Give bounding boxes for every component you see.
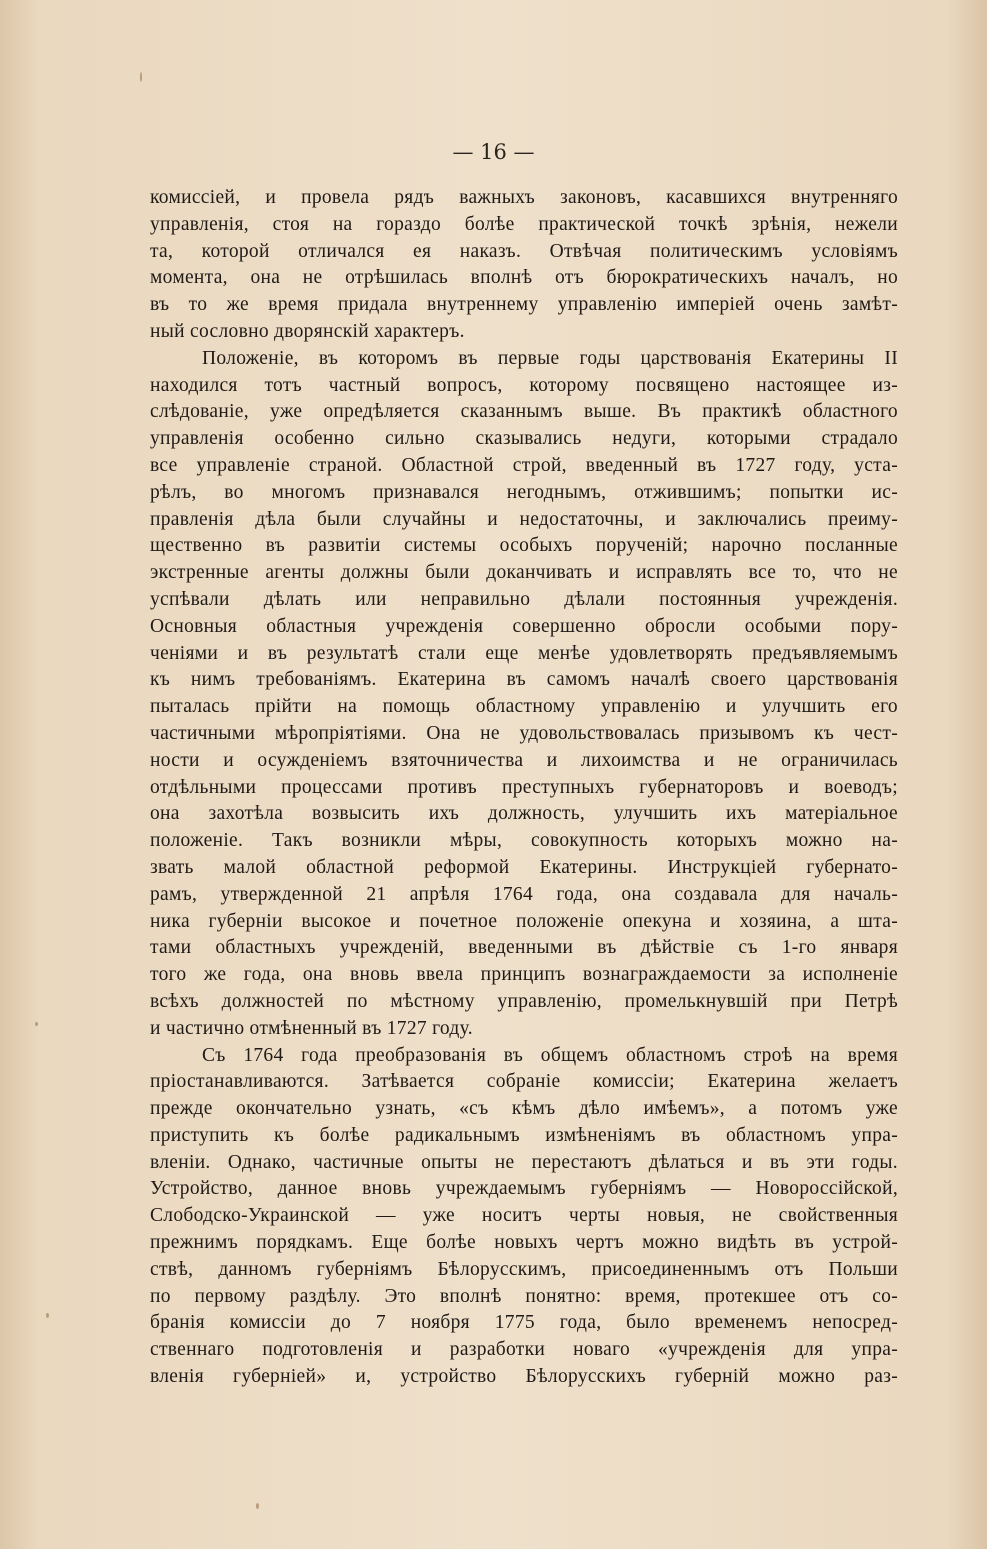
text-line: Съ 1764 года преобразованія въ общемъ областномъ строѣ на время [202, 1044, 898, 1066]
text-line: рамъ, утвержденной 21 апрѣля 1764 года, она создавала для началь- [150, 883, 898, 905]
text-line: къ нимъ требованіямъ. Екатерина въ самомъ началѣ своего царствованія [150, 669, 898, 691]
text-line: Основныя областныя учрежденія совершенно обросли особыми пору- [150, 615, 898, 637]
paper-speck [140, 72, 142, 82]
text-line: въ то же время придала внутреннему управленію имперіей очень замѣт- [150, 294, 898, 316]
text-line: щественно въ развитіи системы особыхъ порученій; нарочно посланные [150, 535, 898, 557]
text-line: находился тотъ частный вопросъ, которому посвящено настоящее из- [150, 374, 898, 396]
text-line: ника губерніи высокое и почетное положеніе опекуна и хозяина, а шта- [150, 910, 898, 932]
text-line: та, которой отличался ея наказъ. Отвѣчая политическимъ условіямъ [150, 240, 898, 262]
text-line: прежнимъ порядкамъ. Еще болѣе новыхъ чертъ можно видѣть въ устрой- [150, 1232, 898, 1254]
paragraph [150, 185, 898, 346]
text-line: прежде окончательно узнать, «съ кѣмъ дѣло имѣемъ», а потомъ уже [150, 1098, 898, 1120]
text-line: тами областныхъ учрежденій, введенными въ дѣйствіе съ 1-го января [150, 937, 898, 959]
text-line: слѣдованіе, уже опредѣляется сказаннымъ выше. Въ практикѣ областного [150, 401, 898, 423]
text-line: Положеніе, въ которомъ въ первые годы царствованія Екатерины II [202, 347, 898, 369]
text-line: рѣлъ, во многомъ признавался негоднымъ, отжившимъ; попытки ис- [150, 481, 898, 503]
text-line: вленіи. Однако, частичные опыты не перестаютъ дѣлаться и въ эти годы. [150, 1151, 898, 1173]
text-line: частичными мѣропріятіями. Она не удовольствовалась призывомъ къ чест- [150, 722, 898, 744]
text-line: управленія особенно сильно сказывались недуги, которыми страдало [150, 428, 898, 450]
text-line: управленія, стоя на гораздо болѣе практической точкѣ зрѣнія, нежели [150, 213, 898, 235]
text-line: момента, она не отрѣшилась вполнѣ отъ бюрократическихъ началъ, но [150, 267, 898, 289]
text-line: все управленіе страной. Областной строй, введенный въ 1727 году, уста- [150, 454, 898, 476]
text-line: ности и осужденіемъ взяточничества и лихоимства и не ограничилась [150, 749, 898, 771]
text-line: приступить къ болѣе радикальнымъ измѣненіямъ въ областномъ упра- [150, 1124, 898, 1146]
text-line: Слободско-Украинской — уже носитъ черты новыя, не свойственныя [150, 1205, 898, 1227]
text-line: ный сословно дворянскій характеръ. [150, 320, 465, 342]
text-line: вленія губерніей» и, устройство Бѣлорусскихъ губерній можно раз- [150, 1366, 898, 1388]
text-line: ственнаго подготовленія и разработки новаго «учрежденія для упра- [150, 1339, 898, 1361]
text-line: пыталась прійти на помощь областному управленію и улучшить его [150, 696, 898, 718]
paragraph [150, 1043, 898, 1391]
text-line: и частично отмѣненный въ 1727 году. [150, 1017, 473, 1039]
text-line: ствѣ, данномъ губерніямъ Бѣлорусскимъ, присоединеннымъ отъ Польши [150, 1258, 898, 1280]
text-line: экстренные агенты должны были доканчивать и исправлять все то, что не [150, 562, 898, 584]
text-line: положеніе. Такъ возникли мѣры, совокупность которыхъ можно на- [150, 830, 898, 852]
text-line: комиссіей, и провела рядъ важныхъ законовъ, касавшихся внутренняго [150, 187, 898, 208]
text-line: всѣхъ должностей по мѣстному управленію, промелькнувшій при Петрѣ [150, 990, 898, 1012]
text-line: пріостанавливаются. Затѣвается собраніе комиссіи; Екатерина желаетъ [150, 1071, 898, 1093]
text-line: она захотѣла возвысить ихъ должность, улучшить ихъ матеріальное [150, 803, 898, 825]
paper-speck [46, 1313, 49, 1318]
paragraph [150, 346, 898, 1043]
body-text [150, 185, 898, 1391]
text-line: звать малой областной реформой Екатерины. Инструкціей губернато- [150, 856, 898, 878]
text-line: бранія комиссіи до 7 ноября 1775 года, было временемъ непосред- [150, 1312, 898, 1334]
text-line: по первому раздѣлу. Это вполнѣ понятно: время, протекшее отъ со- [150, 1285, 898, 1307]
text-line: отдѣльными процессами противъ преступныхъ губернаторовъ и воеводъ; [150, 776, 898, 798]
paper-speck [256, 1503, 259, 1509]
text-line: того же года, она вновь ввела принципъ вознаграждаемости за исполненіе [150, 964, 898, 986]
text-line: ченіями и въ результатѣ стали еще менѣе удовлетворять предъявляемымъ [150, 642, 898, 664]
text-line: Устройство, данное вновь учреждаемымъ губерніямъ — Новороссійской, [150, 1178, 898, 1200]
page-number: — 16 — [452, 140, 535, 164]
text-line: правленія дѣла были случайны и недостаточны, и заключались преиму- [150, 508, 898, 530]
paper-speck [35, 1022, 38, 1026]
text-line: успѣвали дѣлать или неправильно дѣлали постоянныя учрежденія. [150, 588, 898, 610]
